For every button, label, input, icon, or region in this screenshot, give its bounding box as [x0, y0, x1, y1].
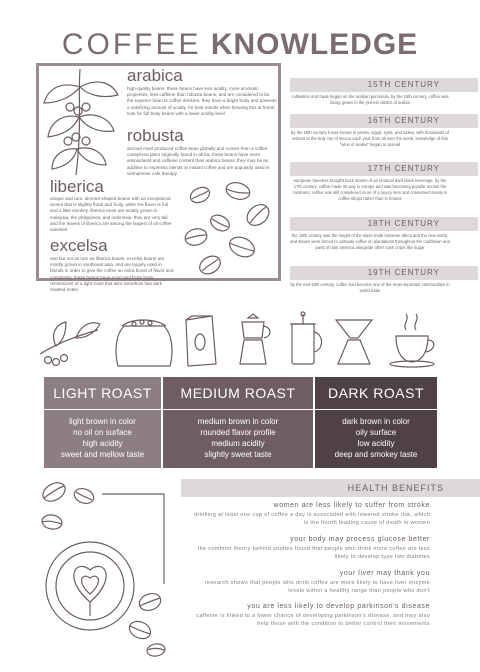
- roast-trait: medium brown in color: [197, 417, 279, 426]
- roast-trait: deep and smokey taste: [334, 450, 418, 459]
- roast-trait: low acidity: [357, 439, 395, 448]
- roast-trait: medium acidity: [211, 439, 265, 448]
- health-text-parkinsons: caffeine is linked to a lower chance of developing parkinson's disease, and may also help those with the condition to better control their movements: [196, 613, 430, 627]
- coffee-sack-icon: [116, 320, 172, 366]
- roast-trait: no oil on surface: [73, 428, 132, 437]
- latte-art-cup-icon: [46, 542, 134, 630]
- health-title-liver: your liver may thank you: [339, 570, 430, 577]
- century-text-15: cultivation and trade began on the arabian peninsula. by the 15th century, coffee was being grown in the yemeni district of arabia: [291, 94, 449, 105]
- health-title-parkinsons: you are less likely to develop parkinson's disease: [247, 603, 430, 610]
- health-benefits-heading: HEALTH BENEFITS: [181, 479, 480, 497]
- title-light: COFFEE: [61, 28, 202, 61]
- coffee-cup-icon: [390, 314, 434, 367]
- roast-body-light: [44, 410, 161, 468]
- health-text-stroke: drinking at least one cup of coffee a day is associated with lowered stroke risk, which is the fourth leading cause of death in women: [194, 512, 430, 526]
- roast-trait: sweet and mellow taste: [60, 450, 145, 459]
- century-label-16: 16TH CENTURY: [290, 114, 478, 128]
- bean-text-arabica: high-quality beans. these beans have less acidity, more aromatic properties, less caffeine than robusta beans, and are considered to be the superior bean to coffee drinkers. they have a bright body and possess a satisfying amount of acidity. for best results when brewing this at home, look for full body beans with a lower acidity level: [127, 86, 277, 116]
- century-label-17: 17TH CENTURY: [290, 162, 478, 176]
- french-press-icon: [290, 312, 322, 364]
- roast-body-medium: [163, 410, 313, 468]
- title-bold: KNOWLEDGE: [210, 28, 419, 61]
- bean-text-liberica: unique and rare, almond-shaped beans with an exceptional aroma that is slightly floral and fruity, while the flavor is full and a little smokey. liberica trees are mostly grown in malaysia, the philippines, and indonesia. they are very tall and the leaves of liberica are among the largest of all coffee varieties: [50, 196, 172, 233]
- roast-trait: high acidity: [82, 439, 123, 448]
- roast-label-light: LIGHT ROAST: [44, 377, 161, 409]
- century-label-19: 19TH CENTURY: [290, 266, 478, 280]
- roast-trait: rounded flavor profile: [200, 428, 276, 437]
- coffee-beans-illustration: [180, 181, 275, 277]
- roast-label-medium: MEDIUM ROAST: [163, 377, 313, 409]
- bean-text-excelsa: one but not as rare as liberica beans. excelsa beans are mostly grown in southeast asia, and are largely used in blends in order to give the coffee an extra boost of flavor and complexity. these beans have a tart and fruity body reminiscent of a light roast that also somehow has dark roasted notes: [50, 256, 174, 293]
- roast-trait: oily surface: [355, 428, 397, 437]
- bean-name-liberica: liberica: [50, 177, 104, 196]
- coffee-bag-icon: [186, 316, 216, 366]
- bean-name-robusta: robusta: [127, 126, 184, 145]
- bean-name-excelsa: excelsa: [50, 236, 108, 255]
- coffee-branch-icon: [40, 322, 100, 366]
- latte-illustration: [32, 474, 172, 664]
- century-text-18: the 18th century was the height of the slave trade between africa and the new world, and slaves were forced to cultivate coffee on plantations throughout the caribbean and parts of latin america alongside other cash crops like sugar: [290, 233, 450, 250]
- bean-name-arabica: arabica: [127, 66, 183, 85]
- pour-over-icon: [336, 320, 372, 364]
- century-text-19: by the mid-19th century, coffee had become one of the most important commodities in world trade: [290, 282, 450, 293]
- roast-label-dark: DARK ROAST: [315, 377, 437, 409]
- roast-trait: slightly sweet taste: [204, 450, 272, 459]
- health-text-glucose: the common theory behind studies found that people who drink more coffee are less likely to develop type two diabetes: [197, 546, 430, 560]
- health-text-liver: research shows that people who drink coffee are more likely to have liver enzyme levels within a healthy range than people who don't: [204, 580, 430, 594]
- page-title: [0, 28, 480, 62]
- brewing-icons-row: [36, 310, 446, 370]
- health-title-stroke: women are less likely to suffer from stroke: [273, 502, 430, 509]
- century-label-18: 18TH CENTURY: [290, 217, 478, 231]
- century-text-16: by the 16th century it was known in persia, egypt, syria, and turkey. with thousands of visitors to the holy city of mecca each year from all over the world, knowledge of this "wine of arabia" began to spread: [291, 130, 449, 147]
- century-text-17: european travelers brought back stories of an unusual dark black beverage. by the 17th century, coffee made its way to europe and was becoming popular across the continent. coffee was still considered more of a luxury item and consumed mainly in coffee shops rather than in homes: [292, 178, 448, 201]
- roast-body-dark: [315, 410, 437, 468]
- bean-text-robusta: second most produced coffee bean globally and comes from a coffee canephora plant originally found in africa. these beans have more antioxidants and caffeine content than arabica beans. they may be an additive to espresso blends or instant coffee and are popularly used in vietnamese cafe therapy: [127, 146, 270, 176]
- roast-trait: light brown in color: [69, 417, 136, 426]
- century-label-15: 15TH CENTURY: [290, 78, 478, 92]
- health-title-glucose: your body may process glucose better: [290, 536, 430, 543]
- moka-pot-icon: [240, 314, 270, 364]
- coffee-branch-icon: [40, 67, 122, 179]
- roast-trait: dark brown in color: [342, 417, 410, 426]
